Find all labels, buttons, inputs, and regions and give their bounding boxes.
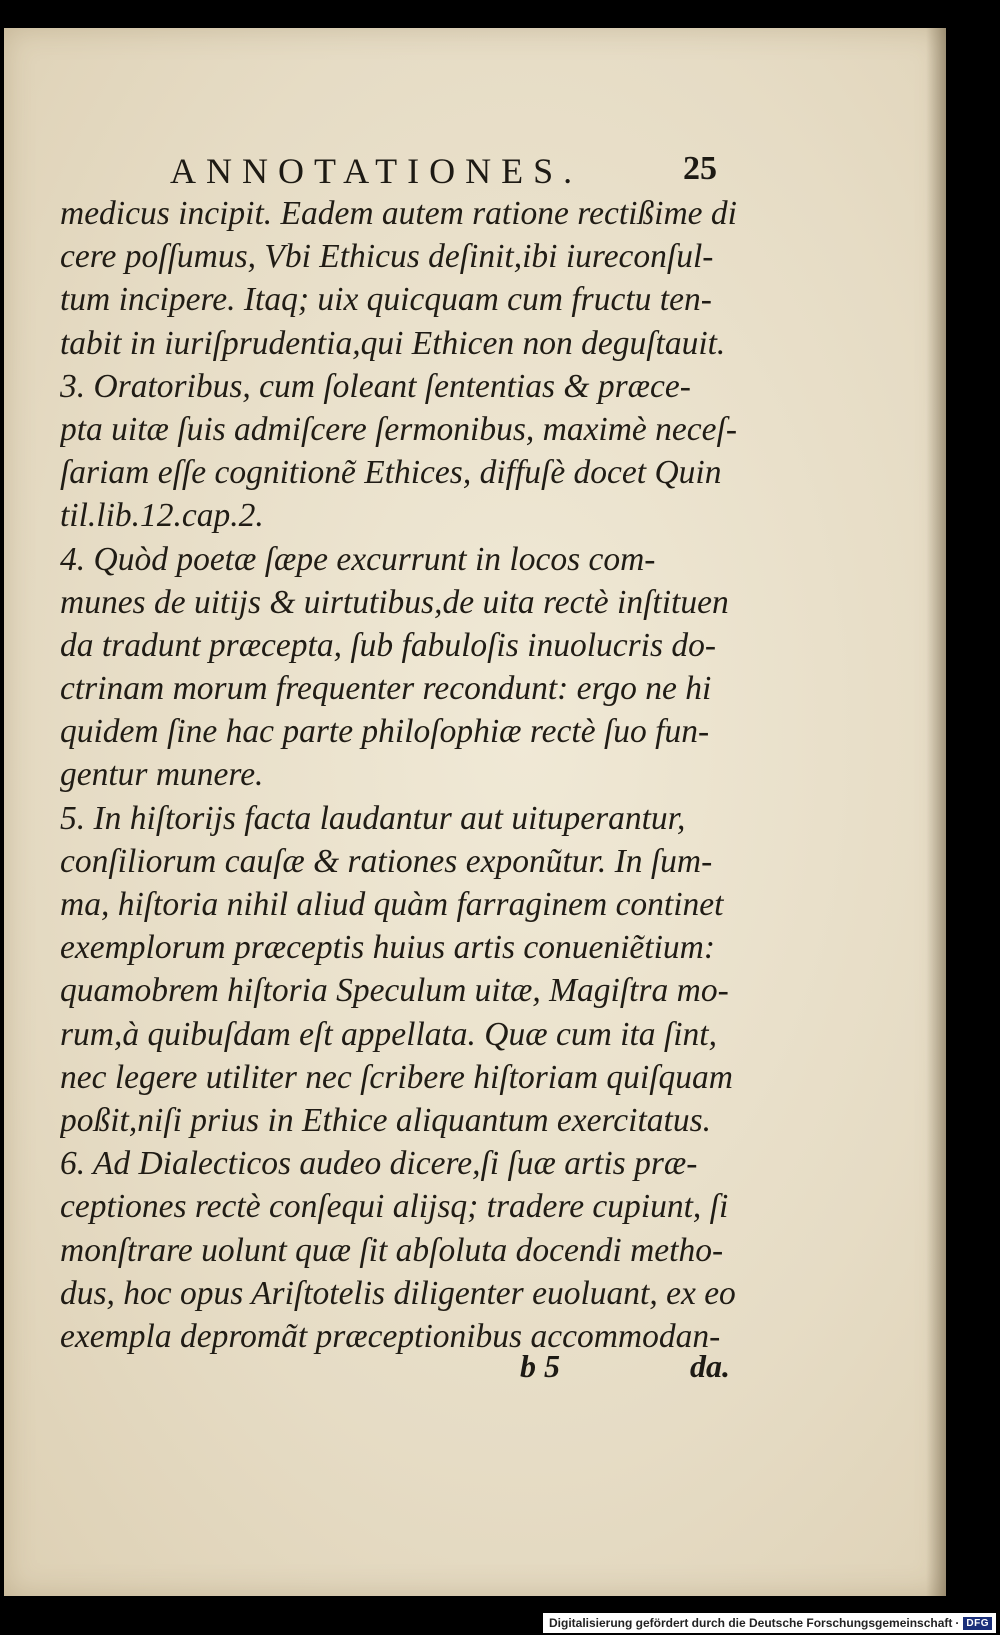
text-line: quidem ſine hac parte philoſophiæ rectè ſuo fun-	[60, 713, 710, 751]
text-line: tabit in iuriſprudentia,qui Ethicen non deguſtauit.	[60, 324, 726, 362]
text-line: exempla depromãt præceptionibus accommodan-	[60, 1317, 721, 1355]
text-line: quamobrem hiſtoria Speculum uitæ, Magiſtra mo-	[60, 972, 729, 1010]
text-line: conſiliorum cauſæ & rationes exponũtur. In ſum-	[60, 842, 713, 880]
text-line: da tradunt præcepta, ſub fabuloſis inuolucris do-	[60, 626, 717, 664]
signature-mark: b 5	[520, 1348, 560, 1384]
running-head: ANNOTATIONES.	[170, 151, 583, 191]
text-line: nec legere utiliter nec ſcribere hiſtoriam quiſquam	[60, 1058, 733, 1096]
text-line: munes de uitijs & uirtutibus,de uita rectè inſtituen	[60, 583, 729, 621]
text-line: ma, hiſtoria nihil aliud quàm farraginem continet	[60, 886, 724, 923]
text-line: dus, hoc opus Ariſtotelis diligenter euoluant, ex eo	[60, 1274, 736, 1312]
catchword: da.	[690, 1348, 730, 1384]
text-line: 4. Quòd poetæ ſæpe excurrunt in locos com-	[60, 540, 656, 578]
page-spine-shadow	[926, 28, 946, 1596]
footer-text: Digitalisierung gefördert durch die Deutsche Forschungsgemeinschaft	[548, 1616, 953, 1630]
text-line: poßit,niſi prius in Ethice aliquantum exercitatus.	[60, 1101, 712, 1139]
text-line: cere poſſumus, Vbi Ethicus deſinit,ibi iureconſul-	[60, 238, 714, 276]
text-line: medicus incipit. Eadem autem ratione rectißime di	[60, 195, 737, 232]
body-text	[60, 192, 740, 1358]
text-line: pta uitæ ſuis admiſcere ſermonibus, maximè neceſ-	[60, 410, 738, 448]
text-line: til.lib.12.cap.2.	[60, 497, 264, 535]
text-line: 6. Ad Dialecticos audeo dicere,ſi ſuæ artis præ-	[60, 1145, 698, 1183]
dfg-logo: DFG	[963, 1617, 992, 1630]
text-line: exemplorum præceptis huius artis conueniẽtium:	[60, 929, 716, 967]
text-line: 5. In hiſtorijs facta laudantur aut uituperantur,	[60, 799, 686, 837]
text-line: monſtrare uolunt quæ ſit abſoluta docendi metho-	[60, 1231, 724, 1269]
text-line: ctrinam morum frequenter recondunt: ergo ne hi	[60, 670, 712, 708]
text-line: ſariam eſſe cognitionẽ Ethices, diffuſè docet Quin	[60, 454, 722, 492]
text-line: rum,à quibuſdam eſt appellata. Quæ cum ita ſint,	[60, 1015, 717, 1053]
page-number: 25	[683, 150, 717, 187]
text-line: gentur munere.	[60, 756, 264, 794]
funding-footer: Digitalisierung gefördert durch die Deutsche Forschungsgemeinschaft · DFG	[543, 1613, 996, 1633]
text-line: ceptiones rectè conſequi alijsq; tradere cupiunt, ſi	[60, 1188, 729, 1226]
text-line: 3. Oratoribus, cum ſoleant ſententias & præce-	[60, 367, 691, 405]
text-line: tum incipere. Itaq; uix quicquam cum fructu ten-	[60, 281, 712, 319]
